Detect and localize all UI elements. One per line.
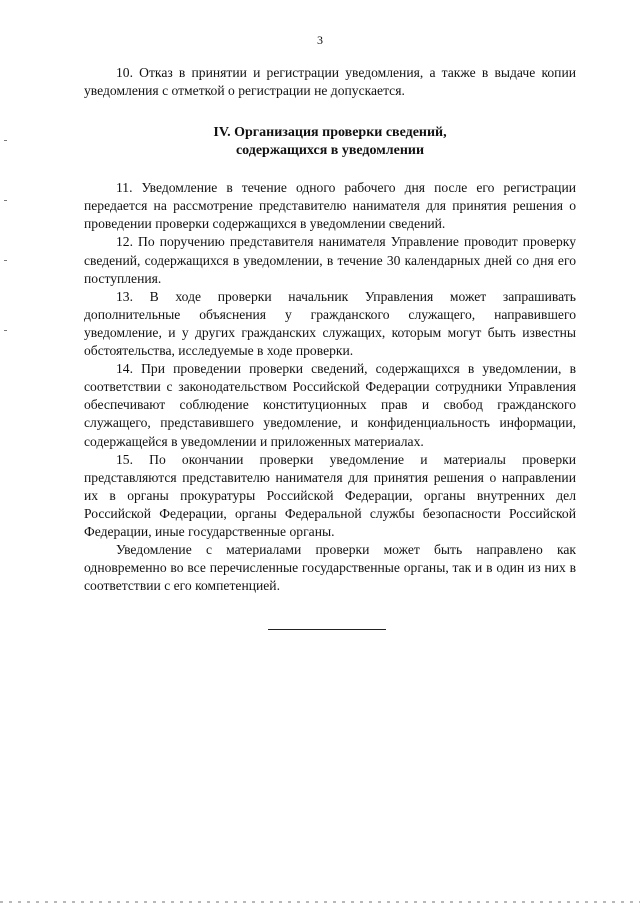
paragraph-14: 14. При проведении проверки сведений, содержащихся в уведомлении, в соответствии с законодательством Российской Федерации сотрудники Управления обеспечивают соблюдение конституционных прав и свобод гражданского служащего, представившего уведомление, и конфиденциальность информации, содержащейся в уведомлении и приложенных материалах. (84, 361, 576, 449)
end-separator-line (268, 629, 386, 630)
paragraph-12: 12. По поручению представителя нанимателя Управление проводит проверку сведений, содержащихся в уведомлении, в течение 30 календарных дней со дня его поступления. (84, 234, 576, 286)
document-body (84, 64, 576, 595)
section-heading-line-1: IV. Организация проверки сведений, (213, 125, 447, 141)
section-heading-line-2: содержащихся в уведомлении (235, 143, 425, 159)
paragraph-15: 15. По окончании проверки уведомление и материалы проверки представляются представителю нанимателя для принятия решения о направлении их в органы прокуратуры Российской Федерации, органы внутренних дел Российской Федерации, органы Федеральной службы безопасности Российской Федерации, иные государственные органы. (84, 451, 576, 539)
scan-bottom-edge (0, 901, 640, 903)
paragraph-13: 13. В ходе проверки начальник Управления может запрашивать дополнительные объяснения у гражданского служащего, направившего уведомление, и у других гражданских служащих, которым могут быть известны обстоятельства, исследуемые в ходе проверки. (84, 288, 576, 359)
paragraph-10: 10. Отказ в принятии и регистрации уведомления, а также в выдаче копии уведомления с отметкой о регистрации не допускается. (84, 65, 576, 99)
page-number: 3 (317, 33, 323, 47)
scan-margin-marks (4, 140, 8, 340)
paragraph-11: 11. Уведомление в течение одного рабочего дня после его регистрации передается на рассмотрение представителю нанимателя для принятия решения о проведении проверки содержащихся в уведомлении сведений. (84, 180, 576, 232)
section-heading (84, 124, 576, 160)
paragraph-closing: Уведомление с материалами проверки может быть направлено как одновременно во все перечисленные государственные органы, так и в один из них в соответствии с его компетенцией. (84, 542, 576, 594)
